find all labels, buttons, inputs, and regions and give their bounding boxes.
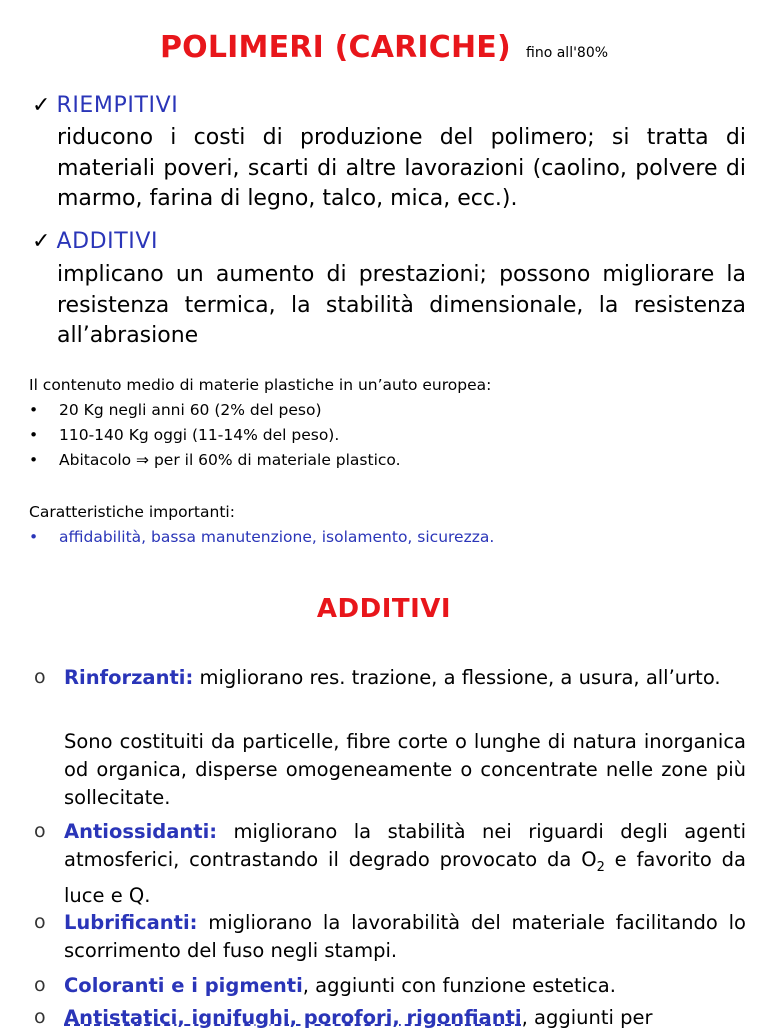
additive-name: Antistatici, ignifughi, porofori, rigonfianti: [64, 1006, 522, 1029]
page-title: POLIMERI (CARICHE): [159, 30, 511, 65]
list-item: • Abitacolo ⇒ per il 60% di materiale plastico.: [29, 448, 749, 473]
additive-name: Lubrificanti:: [64, 911, 198, 934]
title-note: fino all'80%: [526, 45, 609, 61]
check-icon: ✓: [32, 229, 51, 254]
additive-antistatic: o Antistatici, ignifughi, porofori, rigonfianti, aggiunti per: [34, 1006, 653, 1029]
circle-bullet-icon: o: [34, 666, 46, 688]
bullet-icon: •: [29, 528, 39, 546]
title-row: [0, 30, 768, 65]
list-item: • 110-140 Kg oggi (11-14% del peso).: [29, 423, 749, 448]
circle-bullet-icon: o: [34, 1006, 46, 1028]
fillers-heading: [32, 93, 178, 118]
additives-heading: [32, 229, 158, 254]
bullet-icon: •: [29, 451, 39, 469]
fillers-label: RIEMPITIVI: [56, 93, 179, 118]
features-heading: Caratteristiche importanti:: [29, 503, 235, 521]
fillers-text: riducono i costi di produzione del polimero; si tratta di materiali poveri, scarti di altre lavorazioni (caolino, polvere di marmo, farina di legno, talco, mica, ecc.).: [57, 125, 746, 211]
features-section: [29, 500, 749, 550]
bullet-icon: •: [29, 426, 39, 444]
check-icon: ✓: [32, 93, 51, 118]
circle-bullet-icon: o: [34, 820, 46, 842]
additive-reinforcing: o Rinforzanti: migliorano res. trazione, a flessione, a usura, all’urto.: [34, 666, 721, 689]
reinforcing-detail: Sono costituiti da particelle, fibre corte o lunghe di natura inorganica od organica, disperse omogeneamente o concentrate nelle zone più sollecitate.: [64, 730, 746, 809]
circle-bullet-icon: o: [34, 911, 46, 933]
plastics-section: [29, 373, 749, 473]
additives-label: ADDITIVI: [56, 229, 159, 254]
additives-intro-text: implicano un aumento di prestazioni; possono migliorare la resistenza termica, la stabilità dimensionale, la resistenza all’abrasione: [57, 262, 746, 348]
additive-lubricants: o Lubrificanti: migliorano la lavorabilità del materiale facilitando lo scorrimento del fuso negli stampi.: [34, 911, 746, 962]
circle-bullet-icon: o: [34, 974, 46, 996]
additive-name: Antiossidanti:: [64, 820, 218, 843]
plastics-heading: Il contenuto medio di materie plastiche in un’auto europea:: [29, 376, 492, 394]
additive-colorants: o Coloranti e i pigmenti, aggiunti con funzione estetica.: [34, 974, 616, 997]
section-title: ADDITIVI: [316, 594, 452, 624]
bullet-icon: •: [29, 401, 39, 419]
additive-name: Coloranti e i pigmenti: [64, 974, 303, 997]
list-item: • 20 Kg negli anni 60 (2% del peso): [29, 398, 749, 423]
list-item: • affidabilità, bassa manutenzione, isolamento, sicurezza.: [29, 525, 749, 550]
additive-name: Rinforzanti:: [64, 666, 194, 689]
additive-antioxidants: o Antiossidanti: migliorano la stabilità nei riguardi degli agenti atmosferici, contrastando il degrado provocato da $O_2$ e favorito da luce e Q.: [34, 820, 746, 907]
